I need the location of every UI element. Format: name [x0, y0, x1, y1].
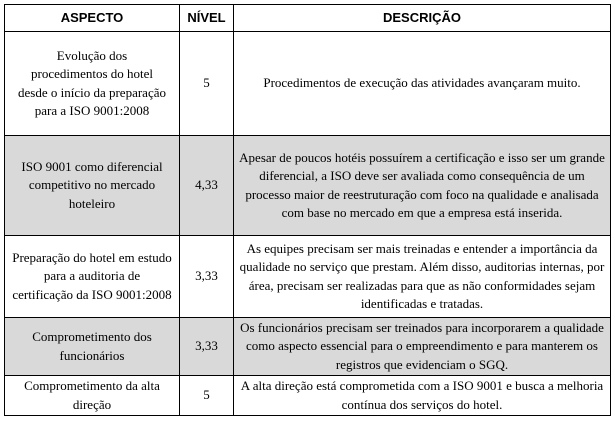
aspecto-text: Preparação do hotel em estudo para a auditoria de certificação da ISO 9001:2008 — [12, 249, 172, 302]
table-header-row — [5, 5, 611, 32]
table-row — [5, 376, 611, 416]
nivel-cell: 3,33 — [180, 318, 234, 376]
aspecto-text: Evolução dos procedimentos do hotel desde o início da preparação para a ISO 9001:2008 — [18, 47, 166, 118]
descricao-cell: Apesar de poucos hotéis possuírem a certificação e isso ser um grande diferencial, a ISO deve ser avaliada como consequência de um processo maior de reestruturação com foco na qualidade e analisada com base no mercado em que a empresa está inserida. — [234, 136, 611, 236]
descricao-cell: Os funcionários precisam ser treinados para incorporarem a qualidade como aspecto essencial para o empreendimento e para manterem os registros que evidenciam o SGQ. — [234, 318, 611, 376]
table-row — [5, 318, 611, 376]
header-aspecto: ASPECTO — [5, 5, 180, 32]
descricao-cell: As equipes precisam ser mais treinadas e entender a importância da qualidade no serviço que prestam. Além disso, auditorias internas, por área, precisam ser realizadas para que as não conformidades sejam identificadas e tratadas. — [234, 236, 611, 318]
header-descricao: DESCRIÇÃO — [234, 5, 611, 32]
aspecto-cell — [5, 376, 180, 416]
aspecto-cell — [5, 318, 180, 376]
nivel-cell: 4,33 — [180, 136, 234, 236]
nivel-cell: 3,33 — [180, 236, 234, 318]
table-row — [5, 136, 611, 236]
aspecto-cell — [5, 32, 180, 136]
aspecto-text: Comprometimento dos funcionários — [32, 329, 152, 363]
aspecto-cell — [5, 236, 180, 318]
nivel-cell: 5 — [180, 376, 234, 416]
header-nivel: NÍVEL — [180, 5, 234, 32]
nivel-cell: 5 — [180, 32, 234, 136]
descricao-cell: A alta direção está comprometida com a ISO 9001 e busca a melhoria contínua dos serviços do hotel. — [234, 376, 611, 416]
aspecto-text: ISO 9001 como diferencial competitivo no mercado hoteleiro — [21, 158, 163, 211]
descricao-cell: Procedimentos de execução das atividades avançaram muito. — [234, 32, 611, 136]
aspecto-cell — [5, 136, 180, 236]
table-row — [5, 236, 611, 318]
table-row — [5, 32, 611, 136]
aspecto-text: Comprometimento da alta direção — [24, 378, 160, 412]
aspect-table — [4, 4, 611, 416]
